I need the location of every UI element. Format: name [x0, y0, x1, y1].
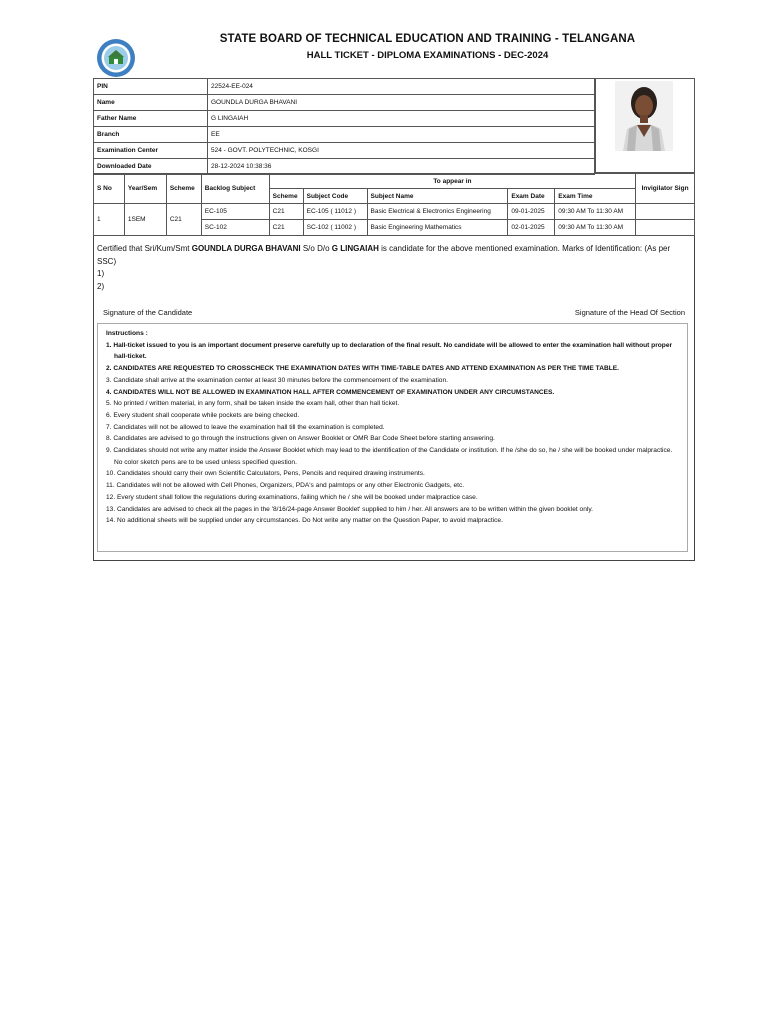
time-cell: 09:30 AM To 11:30 AM	[555, 204, 636, 220]
col-sno: S No	[94, 174, 125, 204]
col-to-appear: To appear in	[269, 174, 636, 189]
signature-head: Signature of the Head Of Section	[574, 308, 685, 317]
col-scheme2: Scheme	[269, 189, 303, 204]
father-label: Father Name	[94, 111, 208, 127]
scheme2-cell: C21	[269, 220, 303, 236]
mark-2: 2)	[97, 281, 105, 291]
table-header-row	[94, 174, 695, 189]
candidate-info-table	[93, 78, 595, 175]
table-row	[94, 79, 595, 95]
col-code: Subject Code	[303, 189, 367, 204]
table-row	[94, 95, 595, 111]
sno-cell: 1	[94, 204, 125, 236]
center-value: 524 - GOVT. POLYTECHNIC, KOSGI	[208, 143, 595, 159]
cert-post: is candidate for the above mentioned examination. Marks of Identification: (As per SSC)	[97, 244, 671, 266]
yearsem-cell: 1SEM	[124, 204, 166, 236]
subject-cell: Basic Electrical & Electronics Engineering	[367, 204, 508, 220]
code-cell: EC-105 ( 11012 )	[303, 204, 367, 220]
table-row	[94, 204, 695, 220]
scheme-cell: C21	[166, 204, 201, 236]
candidate-photo	[615, 81, 673, 151]
instructions-list	[106, 340, 679, 527]
table-row	[94, 111, 595, 127]
instruction-item: 5. No printed / written material, in any form, shall be taken inside the exam hall, other than hall ticket.	[106, 400, 400, 408]
instruction-item: 9. Candidates should not write any matter inside the Answer Booklet which may lead to the identification of the Candidate or institution. If he /she do so, he / she will be booked under malpractice. No color sketch pens are to be used unless specified question.	[106, 447, 673, 466]
col-time: Exam Time	[555, 189, 636, 204]
center-label: Examination Center	[94, 143, 208, 159]
sign-cell	[636, 204, 695, 220]
branch-label: Branch	[94, 127, 208, 143]
instruction-item: 1. Hall-ticket issued to you is an important document preserve carefully up to declaration of the final result. No candidate will be allowed to enter the examination hall without proper hall-ticket.	[106, 341, 673, 361]
col-subject: Subject Name	[367, 189, 508, 204]
col-date: Exam Date	[508, 189, 555, 204]
instruction-item: 14. No additional sheets will be supplied under any circumstances. Do Not write any matter on the Question Paper, to avoid malpractice.	[106, 517, 503, 525]
instruction-item: 3. Candidate shall arrive at the examination center at least 30 minutes before the commencement of the examination.	[106, 376, 448, 384]
subject-cell: Basic Engineering Mathematics	[367, 220, 508, 236]
backlog-cell: EC-105	[201, 204, 269, 220]
instruction-item: 12. Every student shall follow the regulations during examinations, failing which he / she will be booked under malpractice case.	[106, 493, 478, 501]
downloaded-label: Downloaded Date	[94, 159, 208, 175]
date-cell: 09-01-2025	[508, 204, 555, 220]
instructions-title: Instructions :	[106, 330, 148, 337]
col-backlog: Backlog Subject	[201, 174, 269, 204]
col-invigilator: Invigilator Sign	[636, 174, 695, 204]
backlog-cell: SC-102	[201, 220, 269, 236]
father-value: G LINGAIAH	[208, 111, 595, 127]
name-label: Name	[94, 95, 208, 111]
instruction-item: 6. Every student shall cooperate while pockets are being checked.	[106, 411, 300, 419]
instruction-item: 8. Candidates are advised to go through the instructions given on Answer Booklet or OMR Bar Code Sheet before starting answering.	[106, 435, 495, 443]
date-cell: 02-01-2025	[508, 220, 555, 236]
code-cell: SC-102 ( 11002 )	[303, 220, 367, 236]
pin-label: PIN	[94, 79, 208, 95]
downloaded-value: 28-12-2024 10:38:36	[208, 159, 595, 175]
cert-pre: Certified that Sri/Kum/Smt	[97, 244, 190, 253]
cert-father: G LINGAIAH	[331, 244, 379, 253]
certificate-text	[97, 243, 689, 293]
instruction-item: 11. Candidates will not be allowed with Cell Phones, Organizers, PDA's and palmtops or any other Electronic Gadgets, etc.	[106, 482, 465, 490]
instruction-item: 2. CANDIDATES ARE REQUESTED TO CROSSCHECK THE EXAMINATION DATES WITH TIME-TABLE DATES AND ATTEND EXAMINATION AS PER THE TIME TABLE.	[106, 365, 619, 373]
sign-cell	[636, 220, 695, 236]
instruction-item: 10. Candidates should carry their own Scientific Calculators, Pens, Pencils and required drawing instruments.	[106, 470, 425, 478]
col-yearsem: Year/Sem	[124, 174, 166, 204]
branch-value: EE	[208, 127, 595, 143]
instruction-item: 13. Candidates are advised to check all the pages in the '8/16/24-page Answer Booklet' supplied to him / her. All answers are to be written within the given booklet only.	[106, 505, 593, 513]
mark-1: 1)	[97, 269, 105, 278]
instructions-box	[97, 323, 688, 552]
scheme2-cell: C21	[269, 204, 303, 220]
instruction-item: 7. Candidates will not be allowed to leave the examination hall till the examination is completed.	[106, 423, 385, 431]
instruction-item: 4. CANDIDATES WILL NOT BE ALLOWED IN EXAMINATION HALL AFTER COMMENCEMENT OF EXAMINATION UNDER ANY CIRCUMSTANCES.	[106, 388, 555, 396]
pin-value: 22524-EE-024	[208, 79, 595, 95]
col-scheme: Scheme	[166, 174, 201, 204]
name-value: GOUNDLA DURGA BHAVANI	[208, 95, 595, 111]
signature-candidate: Signature of the Candidate	[103, 308, 193, 317]
hall-ticket-title: HALL TICKET - DIPLOMA EXAMINATIONS - DEC-2024	[306, 50, 549, 61]
time-cell: 09:30 AM To 11:30 AM	[555, 220, 636, 236]
table-row	[94, 127, 595, 143]
board-logo-icon	[96, 38, 136, 78]
cert-mid: S/o D/o	[302, 244, 330, 253]
table-row	[94, 143, 595, 159]
board-title: STATE BOARD OF TECHNICAL EDUCATION AND TRAINING - TELANGANA	[219, 33, 636, 45]
subjects-table	[93, 173, 695, 236]
cert-name: GOUNDLA DURGA BHAVANI	[191, 244, 301, 253]
